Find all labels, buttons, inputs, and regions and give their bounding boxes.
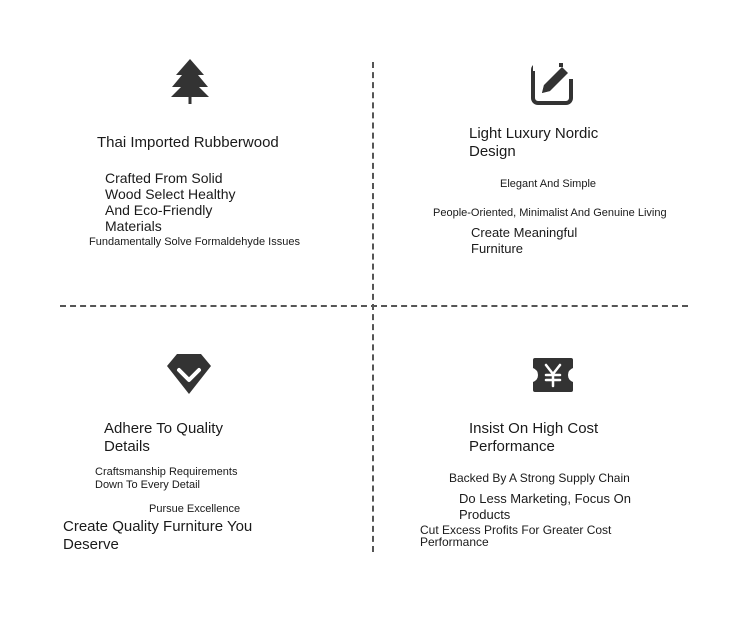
feature-text: Pursue Excellence xyxy=(149,503,241,515)
horizontal-divider xyxy=(60,305,688,307)
feature-text: Craftsmanship Requirements Down To Every Detail xyxy=(95,466,238,491)
vertical-divider xyxy=(372,62,374,552)
feature-title: Insist On High Cost Performance xyxy=(469,420,599,455)
feature-text: Backed By A Strong Supply Chain xyxy=(449,471,630,485)
feature-text: Crafted From Solid Wood Select Healthy And Eco-Friendly Materials xyxy=(105,170,236,234)
feature-title: Adhere To Quality Details xyxy=(104,420,223,455)
feature-text: Fundamentally Solve Formaldehyde Issues xyxy=(89,236,300,248)
diamond-icon xyxy=(165,352,213,396)
tree-icon xyxy=(168,57,212,105)
feature-text: Create Quality Furniture You Deserve xyxy=(63,518,253,553)
feature-text: Cut Excess Profits For Greater Cost Performance xyxy=(420,523,612,549)
feature-title: Light Luxury Nordic Design xyxy=(469,125,599,160)
feature-text: People-Oriented, Minimalist And Genuine Living xyxy=(433,207,667,219)
yen-ticket-icon xyxy=(531,356,575,394)
feature-text: Do Less Marketing, Focus On Products xyxy=(459,491,631,522)
edit-icon xyxy=(530,60,574,108)
feature-text: Create Meaningful Furniture xyxy=(471,225,578,256)
feature-text: Elegant And Simple xyxy=(500,178,597,190)
feature-title: Thai Imported Rubberwood xyxy=(97,134,279,151)
